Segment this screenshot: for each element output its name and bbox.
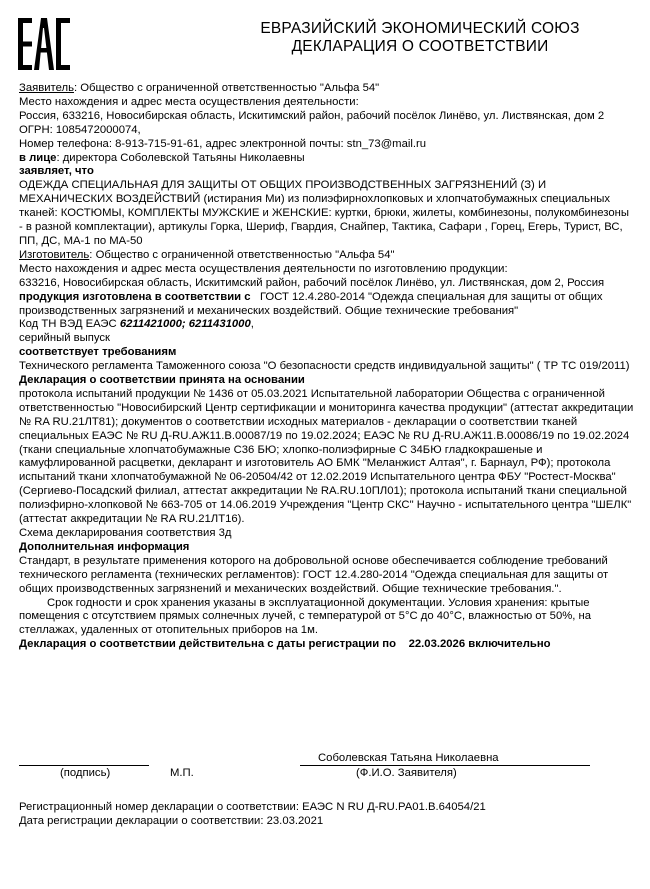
- header-document-title: ДЕКЛАРАЦИЯ О СООТВЕТСТВИИ: [291, 38, 549, 55]
- registration-date: : 23.03.2021: [260, 815, 324, 827]
- tnved-label: Код ТН ВЭД ЕАЭС: [19, 318, 117, 331]
- tnved-line: [19, 318, 635, 332]
- person-label: в лице: [19, 151, 57, 164]
- fio-label: (Ф.И.О. Заявителя): [356, 767, 457, 779]
- additional-info-label: Дополнительная информация: [19, 540, 190, 553]
- validity-line: [19, 638, 635, 652]
- declaration-body: [19, 82, 635, 652]
- validity-label: Декларация о соответствии действительна с даты регистрации по: [19, 638, 397, 651]
- manufacturer-label: Изготовитель: [19, 248, 90, 261]
- applicant-address: Россия, 633216, Новосибирская область, Искитимский район, рабочий посёлок Линёво, ул. Листвянская, дом 2: [19, 109, 605, 122]
- manufacturer-line: [19, 249, 635, 263]
- tnved-tail: ,: [250, 318, 254, 331]
- declaration-scheme: Схема декларирования соответствия 3д: [19, 527, 232, 539]
- applicant-colon: :: [73, 82, 81, 94]
- produced-text: ГОСТ 12.4.280-2014 "Одежда специальная для защиты от общих производственных загрязнений и механических воздействий. Общие технические требования": [19, 290, 603, 317]
- produced-standard: [19, 291, 635, 319]
- tnved-codes: 6211421000; 6211431000: [119, 318, 251, 331]
- conforms-label: соответствует требованиям: [19, 346, 177, 359]
- signatory-name: Соболевская Татьяна Николаевна: [318, 752, 499, 764]
- manufacturer-colon: :: [89, 248, 96, 261]
- manufacturer-address: 633216, Новосибирская область, Искитимский район, рабочий посёлок Линёво, ул. Листвянская, дом 2, Россия: [19, 276, 605, 289]
- registration-number-line: [19, 800, 486, 814]
- registration-number-label: Регистрационный номер декларации о соответствии: [19, 801, 296, 813]
- eac-logo-icon: [18, 18, 70, 70]
- registration-number: : ЕАЭС N RU Д-RU.РА01.В.64054/21: [295, 801, 486, 813]
- additional-info-standard: Стандарт, в результате применения которого на добровольной основе обеспечивается соблюдение требований технического регламента (технических регламентов): ГОСТ 12.4.280-2014 "Одежда специальная для защиты от общих производственных загрязнений и механических воздействий. Общие технические требования.".: [19, 554, 609, 595]
- basis-text: протокола испытаний продукции № 1436 от 05.03.2021 Испытательной лаборатории Общества с ограниченной ответственностью "Новосибирский Центр сертификации и мониторинга качества продукции" (аттестат аккредитации № RA RU.21ЛТ81); документов о соответствии исходных материалов - декларации о соответствии тканей специальных ЕАЭС № RU Д-RU.АЖ11.В.00087/19 по 19.02.2024; ЕАЭС № RU Д-RU.АЖ11.В.00086/19 по 19.02.2024 (ткани специальные хлопчатобумажные С36 БЮ; хлопко-полиэфирные С 34БЮ гладкокрашеные и камуфлированной расцветки, декларант и изготовитель АО БМК "Меланжист Алтая", г. Барнаул, РФ); протокола испытаний ткани хлопчатобумажной № 06-20504/42 от 12.02.2019 Испытательного центра ФБУ "Ростест-Москва" (Сергиево-Посадский филиал, аттестат аккредитации № RA.RU.10ПЛ01); протокола испытаний ткани специальной полиэфирно-хлопковой № 663-705 от 14.06.2019 Учреждения "Центр СКС" Научно - испытательного центра "ШЕЛК" (аттестат аккредитации № RA RU.21ЛТ16).: [19, 387, 634, 526]
- validity-date: 22.03.2026 включительно: [408, 638, 551, 651]
- applicant-name: Общество с ограниченной ответственностью "Альфа 54": [80, 82, 380, 94]
- serial-production: серийный выпуск: [19, 332, 110, 345]
- produced-label: продукция изготовлена в соответствии с: [19, 290, 251, 303]
- applicant-contacts: Номер телефона: 8-913-715-91-61, адрес электронной почты: stn_73@mail.ru: [19, 137, 427, 150]
- applicant-ogrn: ОГРН: 1085472000074,: [19, 123, 141, 136]
- applicant-person-line: [19, 152, 635, 166]
- manufacturer-address-label: Место нахождения и адрес места осуществления деятельности по изготовлению продукции:: [19, 262, 508, 275]
- fio-line: [300, 765, 590, 766]
- signature-line: [19, 765, 149, 766]
- applicant-line: [19, 82, 635, 96]
- applicant-address-label: Место нахождения и адрес места осуществления деятельности:: [19, 95, 359, 108]
- manufacturer-name: Общество с ограниченной ответственностью "Альфа 54": [95, 248, 395, 261]
- person-name: : директора Соболевской Татьяны Николаевны: [56, 151, 305, 164]
- applicant-label: Заявитель: [19, 82, 74, 94]
- basis-label: Декларация о соответствии принята на основании: [19, 374, 305, 387]
- technical-regulation: Технического регламента Таможенного союза "О безопасности средств индивидуальной защиты" ( ТР ТС 019/2011): [19, 360, 630, 373]
- additional-info-storage: Срок годности и срок хранения указаны в эксплуатационной документации. Условия хранения: крытые помещения с отсутствием прямых солнечных лучей, с температурой от 5°С до 40°С, влажностью от 50%, на стеллажах, удаленных от отопительных приборов на 1м.: [19, 596, 592, 637]
- stamp-label: М.П.: [170, 767, 194, 779]
- declares-label: заявляет, что: [19, 165, 94, 178]
- product-description: ОДЕЖДА СПЕЦИАЛЬНАЯ ДЛЯ ЗАЩИТЫ ОТ ОБЩИХ ПРОИЗВОДСТВЕННЫХ ЗАГРЯЗНЕНИЙ (З) И МЕХАНИЧЕСКИХ ВОЗДЕЙСТВИЙ (истирания Ми) из полиэфирнохлопковых и хлопчатобумажных специальных тканей: КОСТЮМЫ, КОМПЛЕКТЫ МУЖСКИЕ и ЖЕНСКИЕ: куртки, брюки, жилеты, комбинезоны, полукомбинезоны - в разной комплектации), артикулы Горка, Шериф, Гвардия, Снайпер, Тактика, Сафари , Горец, Егерь, Турист, ВС, ПП, ДС, МА-1 по МА-50: [19, 179, 629, 247]
- registration-date-line: [19, 814, 323, 828]
- signature-label: (подпись): [60, 767, 111, 779]
- registration-date-label: Дата регистрации декларации о соответствии: [19, 815, 261, 827]
- header-union-title: ЕВРАЗИЙСКИЙ ЭКОНОМИЧЕСКИЙ СОЮЗ: [260, 20, 580, 37]
